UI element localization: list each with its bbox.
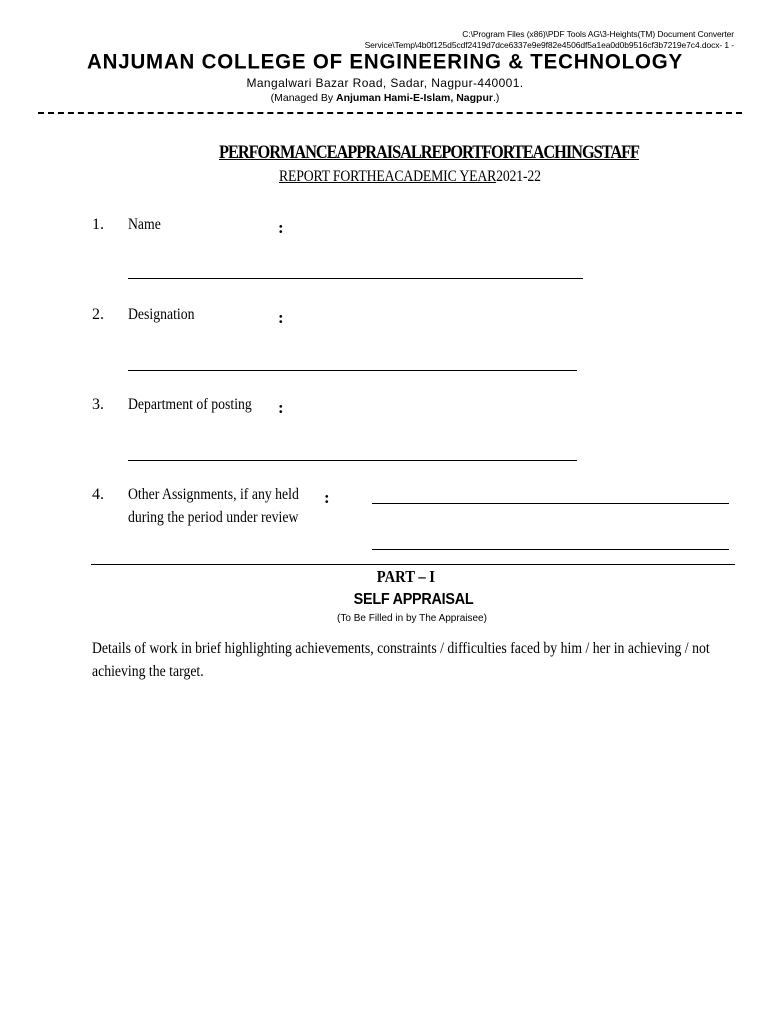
field-designation-number: 2. [92,306,104,323]
field-assignments-colon: : [324,488,330,507]
details-instructions: Details of work in brief highlighting achievements, constraints / difficulties faced by him / her in achieving / not achieving the target. [92,640,710,680]
field-designation-label: Designation [128,306,195,323]
self-appraisal-heading: SELF APPRAISAL [353,591,473,608]
file-path-line-2: Service\Temp\4b0f125d5cdf2419d7dce6337e9e9f82e4506df5a1ea0d0b9516cf3b7219e7c4.docx- 1 - [364,40,734,50]
field-name-label: Name [128,216,161,233]
managed-prefix: (Managed By [270,92,336,104]
field-assignments-line-1[interactable] [372,503,729,504]
field-department-label: Department of posting [128,396,252,413]
managed-by [0,92,770,104]
field-designation-line[interactable] [128,370,577,371]
college-address: Mangalwari Bazar Road, Sadar, Nagpur-440001. [246,76,524,90]
academic-year: 2021-22 [496,168,541,185]
file-path-line-1: C:\Program Files (x86)\PDF Tools AG\3-Heights(TM) Document Converter [462,29,734,39]
college-name: ANJUMAN COLLEGE OF ENGINEERING & TECHNOLOGY [87,49,683,74]
managed-org: Anjuman Hami-E-Islam, Nagpur [336,92,493,104]
field-name-line[interactable] [128,278,583,279]
field-department-line[interactable] [128,460,577,461]
field-department-number: 3. [92,396,104,413]
field-designation-colon: : [278,308,284,327]
academic-year-label: REPORT FORTHEACADEMIC YEAR [279,168,497,185]
field-assignments-number: 4. [92,486,104,503]
managed-suffix: .) [492,92,500,104]
field-assignments-label-line2: during the period under review [128,509,299,526]
field-department-colon: : [278,398,284,417]
report-title: PERFORMANCEAPPRAISALREPORTFORTEACHINGSTAFF [219,142,640,163]
field-name-colon: : [278,218,284,237]
field-assignments-label: Other Assignments, if any held [128,486,299,503]
appraisee-note: (To Be Filled in by The Appraisee) [337,613,487,624]
report-subtitle [279,168,541,186]
part-heading: PART – I [376,567,436,586]
field-name-number: 1. [92,216,104,233]
field-assignments-line-2[interactable] [372,549,729,550]
section-divider [91,564,735,565]
header-dashed-divider [38,112,742,114]
